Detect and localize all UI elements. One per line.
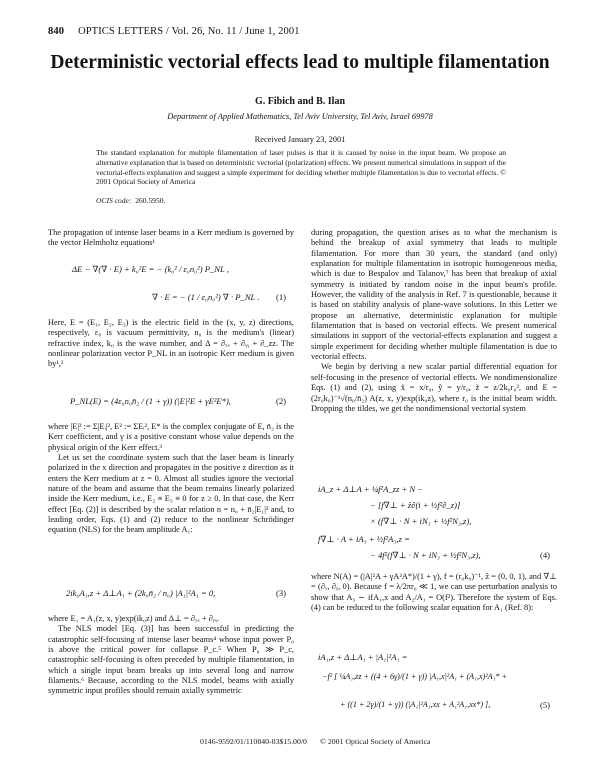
equation-2: P_NL(E) = (4ε₀n₀n̄₂ / (1 + γ)) (|E|²E + γE²E*), — [70, 396, 231, 406]
ocis-codes — [96, 196, 165, 205]
affiliation: Department of Applied Mathematics, Tel Aviv University, Tel Aviv, Israel 69978 — [167, 112, 433, 121]
paragraph: where E₁ = A₁(z, x, y)exp(ik₀z) and Δ⊥ = ∂ₓₓ + ∂ᵧᵧ. — [48, 614, 220, 623]
paragraph: Let us set the coordinate system such that the laser beam is linearly polarized in the x direction and propagates in the positive z direction as it enters the Kerr medium at z = 0. Almost all studies ignore the vectorial nature of the beam and assume that the beam remains linearly polarized inside the Kerr medium, i.e., E₂ ≡ E₃ ≡ 0 for z ≥ 0. In that case, the Kerr effect [Eq. (2)] is described by the scalar relation n = n₀ + n̄₂|E₁|² and, to leading order, Eqs. (1) and (2) reduce to the nonlinear Schrödinger equation (NLS) for the beam amplitude A₁: — [48, 453, 294, 535]
paragraph: where |E|² := Σ|Eᵢ|², E² := ΣEᵢ², E* is the complex conjugate of E, n̄₂ is the Kerr coefficient, and γ is a positive constant whose value depends on the physical origin of the Kerr effect.³ — [48, 422, 294, 452]
ocis-value: 260.5950. — [135, 196, 166, 205]
left-column-block-2 — [48, 318, 294, 370]
equation-4-number: (4) — [540, 550, 551, 560]
page-number: 840 — [48, 26, 65, 37]
right-column — [311, 228, 557, 414]
equation-1a: ΔE − ∇(∇ · E) + k₀²E = − (k₀² / ε₀n₀²) P_NL , — [72, 264, 229, 274]
equation-5a: iA₁,z + Δ⊥A₁ + |A₁|²A₁ = — [318, 652, 408, 662]
article-code: 0146-9592/01/110840-03$15.00/0 — [200, 737, 307, 746]
equation-3-number: (3) — [276, 588, 287, 598]
equation-5-number: (5) — [540, 700, 551, 710]
equation-5c: + ((1 + 2γ)/(1 + γ)) (|A₁|²A₁,xx + A₁²A₁,xx*) ], — [340, 700, 491, 709]
received-date: Received January 23, 2001 — [254, 135, 346, 144]
equation-5b: −f² [ ¼A₁,zz + ((4 + 6γ)/(1 + γ)) |A₁,x|²A₁ + (A₁,x)²A₁* + — [322, 672, 507, 681]
paragraph: during propagation, the question arises as to what the mechanism is behind the breakup of axial symmetry that leads to multiple filamentation. For more than 30 years, the standard (and only) explanation for multiple filamentation in isotropic homogeneous media, which is due to Bespalov and Talanov,⁷ has been that breakup of axial symmetry is initiated by random noise in the input beam's profile. However, the validity of the analysis in Ref. 7 is questionable, because it is based on stability analysis of plane-wave solutions. In this Letter we propose an alternative, deterministic explanation for multiple filamentation that is based on vectorial effects. We present numerical simulations in support of the vectorial-effects explanation and suggest a simple experiment for deciding whether multiple filamentation is due to vectorial effects. — [311, 228, 557, 362]
equation-4c: × (f∇⊥ · N + iN₃ + ½f²N₃,z), — [370, 516, 472, 526]
paragraph: The NLS model [Eq. (3)] has been successful in predicting the catastrophic self-focusing of intense laser beams⁴ whose input power P₀ is above the critical power for collapse P_c.⁵ When P₀ ≫ P_c, catastrophic self-focusing is often preceded by multiple filamentation, in which a single input beam breaks up into several long and narrow filaments.⁶ Because, according to the NLS model, beams with axially symmetric input profiles should remain axially symmetric — [48, 624, 294, 696]
left-column-block-4 — [48, 614, 294, 697]
copyright: © 2001 Optical Society of America — [320, 737, 431, 746]
paragraph: We begin by deriving a new scalar partial differential equation for self-focusing in the presence of vectorial effects. We nondimensionalize Eqs. (1) and (2), using x̃ = x/r₀, ỹ = y/r₀, z̃ = z/2k₀r₀², and E = (2r₀k₀)⁻¹√(n₀/n̄₂) A(z, x, y)exp(ik₀z), where r₀ is the initial beam width. Dropping the tildes, we get the nondimensional vectorial system — [311, 362, 557, 413]
paragraph: Here, E = (E₁, E₂, E₃) is the electric field in the (x, y, z) directions, respectively, ε₀ is vacuum permittivity, n₀ is the medium's (linear) refractive index, k₀ is the wave number, and Δ = ∂ₓₓ + ∂ᵧᵧ + ∂_zz. The nonlinear polarization vector P_NL in an isotropic Kerr medium is given by¹,² — [48, 318, 294, 369]
equation-4d: f∇⊥ · A + iA₃ + ½f²A₃,z = — [318, 534, 410, 544]
paper-title: Deterministic vectorial effects lead to multiple filamentation — [50, 52, 550, 73]
authors: G. Fibich and B. Ilan — [254, 96, 346, 107]
equation-1b: ∇ · E = − (1 / ε₀n₀²) ∇ · P_NL . — [152, 292, 260, 302]
running-header — [48, 26, 552, 37]
right-column-block-2 — [311, 572, 557, 613]
paragraph: where N(A) = (|A|²A + γA²A*)/(1 + γ), f = (r₀k₀)⁻¹, ẑ = (0, 0, 1), and ∇⊥ = (∂ₓ, ∂ᵧ, 0). Because f = λ/2πr₀ ≪ 1, we can use perturbation analysis to show that A₃ ∼ ifA₁,x and A₂/A₁ = O(f²). Therefore the system of Eqs. (4) can be reduced to the following scalar equation for A₁ (Ref. 8): — [311, 572, 557, 613]
abstract: The standard explanation for multiple filamentation of laser pulses is that it is caused by noise in the input beam. We propose an alternative explanation that is based on deterministic vectorial (polarization) effects. We present numerical simulations in support of the vectorial-effects explanation and suggest a simple experiment for deciding whether multiple filamentation is due to vectorial effects. © 2001 Optical Society of America — [96, 148, 506, 187]
equation-4e: − 4f²(f∇⊥ · N + iN₃ + ½f²N₃,z), — [370, 550, 481, 560]
equation-3: 2ik₀A₁,z + Δ⊥A₁ + (2k₀n̄₂ / n₀) |A₁|²A₁ = 0, — [66, 588, 216, 598]
equation-1-number: (1) — [276, 292, 287, 302]
ocis-label: OCIS code: — [96, 196, 132, 205]
equation-4b: − [f∇⊥ + ẑ∂(i + ½f²∂_z)] — [370, 500, 461, 510]
equation-4a: iA_z + Δ⊥A + ¼f²A_zz + N − — [318, 484, 424, 494]
journal-citation: OPTICS LETTERS / Vol. 26, No. 11 / June 1, 2001 — [78, 26, 300, 37]
left-column-block-3 — [48, 422, 294, 536]
left-column — [48, 228, 294, 259]
paragraph: The propagation of intense laser beams in a Kerr medium is governed by the vector Helmholtz equations¹ — [48, 228, 294, 248]
equation-2-number: (2) — [276, 396, 287, 406]
